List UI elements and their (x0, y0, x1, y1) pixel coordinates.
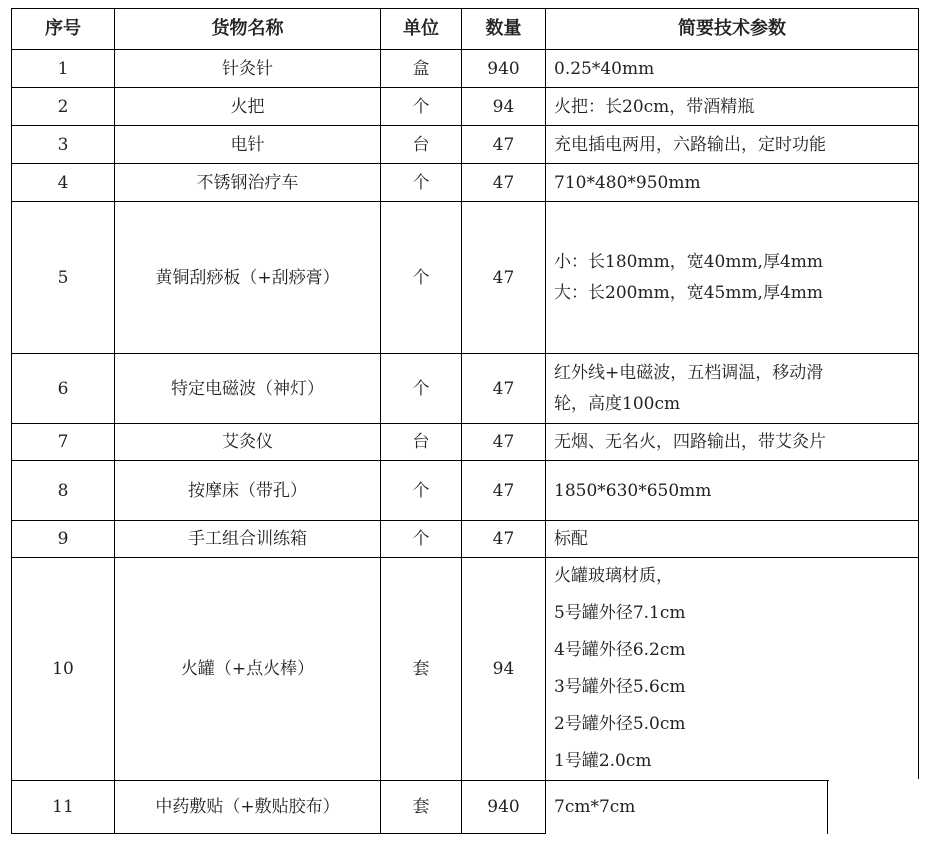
header-unit: 单位 (381, 9, 462, 50)
cell-spec (546, 88, 919, 126)
spec-line: 火罐玻璃材质， (554, 566, 673, 586)
table-row (12, 461, 919, 521)
cell-index: 3 (12, 126, 115, 164)
spec-line: 红外线+电磁波，五档调温，移动滑 (554, 362, 824, 383)
table-row (12, 521, 919, 558)
cell-index: 6 (12, 354, 115, 424)
cell-index: 8 (12, 461, 115, 521)
cell-spec (546, 424, 919, 461)
cell-unit: 套 (381, 781, 462, 834)
table-body (12, 50, 919, 834)
cell-item-name: 火罐（+点火棒） (115, 558, 381, 781)
cell-index: 1 (12, 50, 115, 88)
cell-item-name: 不锈钢治疗车 (115, 164, 381, 202)
spec-line: 1号罐2.0cm (554, 751, 652, 771)
table-row (12, 202, 919, 354)
spec-line: 充电插电两用，六路输出，定时功能 (554, 134, 826, 155)
cell-item-name: 火把 (115, 88, 381, 126)
cell-index: 11 (12, 781, 115, 834)
table-row (12, 354, 919, 424)
cell-spec (546, 558, 919, 781)
cell-quantity: 47 (462, 126, 546, 164)
cell-unit: 套 (381, 558, 462, 781)
cell-unit: 个 (381, 354, 462, 424)
header-index: 序号 (12, 9, 115, 50)
cell-spec (546, 126, 919, 164)
spec-line: 3号罐外径5.6cm (554, 677, 686, 697)
cell-quantity: 47 (462, 424, 546, 461)
cell-unit: 个 (381, 521, 462, 558)
cell-item-name: 手工组合训练箱 (115, 521, 381, 558)
spec-line: 大：长200mm，宽45mm,厚4mm (554, 282, 824, 303)
cell-unit: 个 (381, 202, 462, 354)
spec-line: 4号罐外径6.2cm (554, 640, 686, 660)
spec-line: 0.25*40mm (554, 58, 655, 79)
spec-line: 710*480*950mm (554, 172, 701, 193)
cell-index: 4 (12, 164, 115, 202)
table-row (12, 558, 919, 781)
spec-line: 1850*630*650mm (554, 480, 712, 501)
cell-spec (546, 461, 919, 521)
cell-quantity: 94 (462, 88, 546, 126)
spec-line: 标配 (554, 529, 588, 549)
spec-line: 7cm*7cm (554, 797, 636, 818)
cell-quantity: 47 (462, 202, 546, 354)
cell-index: 5 (12, 202, 115, 354)
cell-item-name: 电针 (115, 126, 381, 164)
cell-quantity: 47 (462, 354, 546, 424)
procurement-table (11, 8, 919, 834)
cell-index: 7 (12, 424, 115, 461)
spec-line: 2号罐外径5.0cm (554, 714, 686, 734)
header-spec: 简要技术参数 (546, 9, 919, 50)
cell-unit: 盒 (381, 50, 462, 88)
cell-quantity: 940 (462, 50, 546, 88)
table-row (12, 781, 919, 834)
cell-spec (546, 164, 919, 202)
spec-line: 无烟、无名火，四路输出，带艾灸片 (554, 432, 826, 452)
cell-spec (546, 354, 919, 424)
cell-index: 10 (12, 558, 115, 781)
cell-spec (546, 50, 919, 88)
table-row (12, 126, 919, 164)
page-background-patch (829, 779, 924, 839)
cell-index: 2 (12, 88, 115, 126)
cell-item-name: 黄铜刮痧板（+刮痧膏） (115, 202, 381, 354)
cell-item-name: 艾灸仪 (115, 424, 381, 461)
spec-line: 轮，高度100cm (554, 393, 681, 414)
cell-item-name: 特定电磁波（神灯） (115, 354, 381, 424)
cell-item-name: 按摩床（带孔） (115, 461, 381, 521)
cell-unit: 台 (381, 126, 462, 164)
spec-line: 小：长180mm，宽40mm,厚4mm (554, 251, 824, 272)
cell-quantity: 47 (462, 521, 546, 558)
cell-quantity: 94 (462, 558, 546, 781)
table-row (12, 164, 919, 202)
cell-quantity: 940 (462, 781, 546, 834)
cell-unit: 个 (381, 164, 462, 202)
cell-unit: 个 (381, 461, 462, 521)
cell-item-name: 针灸针 (115, 50, 381, 88)
cell-quantity: 47 (462, 164, 546, 202)
table-row (12, 88, 919, 126)
table-row (12, 50, 919, 88)
cell-spec (546, 202, 919, 354)
header-qty: 数量 (462, 9, 546, 50)
table-row (12, 424, 919, 461)
cell-item-name: 中药敷贴（+敷贴胶布） (115, 781, 381, 834)
spec-line: 5号罐外径7.1cm (554, 603, 686, 623)
cell-quantity: 47 (462, 461, 546, 521)
cell-unit: 个 (381, 88, 462, 126)
spec-line: 火把：长20cm，带酒精瓶 (554, 96, 755, 117)
cell-index: 9 (12, 521, 115, 558)
cell-spec (546, 521, 919, 558)
cell-unit: 台 (381, 424, 462, 461)
header-name: 货物名称 (115, 9, 381, 50)
table-header-row (12, 9, 919, 50)
